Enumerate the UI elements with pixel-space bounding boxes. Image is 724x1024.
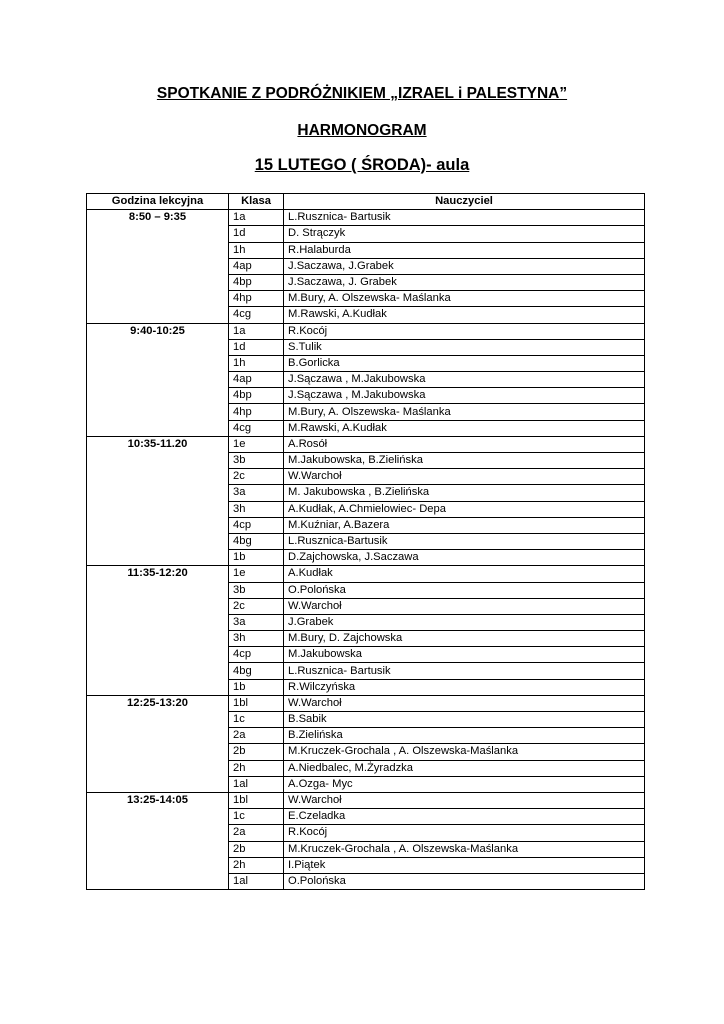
class-cell: 1e — [229, 436, 284, 452]
teacher-cell: M.Bury, A. Olszewska- Maślanka — [284, 404, 645, 420]
class-cell: 1al — [229, 776, 284, 792]
class-cell: 4bp — [229, 274, 284, 290]
teacher-cell: A.Ozga- Myc — [284, 776, 645, 792]
class-cell: 1bl — [229, 695, 284, 711]
class-cell: 1a — [229, 210, 284, 226]
teacher-cell: M.Rawski, A.Kudłak — [284, 307, 645, 323]
teacher-cell: D.Zajchowska, J.Saczawa — [284, 550, 645, 566]
table-row — [87, 792, 645, 808]
class-cell: 4cp — [229, 647, 284, 663]
class-cell: 2b — [229, 841, 284, 857]
teacher-cell: W.Warchoł — [284, 792, 645, 808]
class-cell: 1b — [229, 679, 284, 695]
class-cell: 4cg — [229, 307, 284, 323]
table-row — [87, 436, 645, 452]
teacher-cell: M.Kuźniar, A.Bazera — [284, 517, 645, 533]
class-cell: 4cp — [229, 517, 284, 533]
teacher-cell: R.Kocój — [284, 825, 645, 841]
teacher-cell: L.Rusznica-Bartusik — [284, 533, 645, 549]
class-cell: 1al — [229, 873, 284, 889]
class-cell: 2h — [229, 760, 284, 776]
teacher-cell: M.Jakubowska, B.Zielińska — [284, 453, 645, 469]
class-cell: 3a — [229, 614, 284, 630]
class-cell: 4hp — [229, 291, 284, 307]
table-row — [87, 566, 645, 582]
teacher-cell: J.Sączawa , M.Jakubowska — [284, 388, 645, 404]
teacher-cell: O.Polońska — [284, 582, 645, 598]
teacher-cell: R.Kocój — [284, 323, 645, 339]
teacher-cell: M.Rawski, A.Kudłak — [284, 420, 645, 436]
class-cell: 4hp — [229, 404, 284, 420]
teacher-cell: M.Bury, D. Zajchowska — [284, 631, 645, 647]
teacher-cell: L.Rusznica- Bartusik — [284, 210, 645, 226]
class-cell: 4cg — [229, 420, 284, 436]
class-cell: 1d — [229, 339, 284, 355]
teacher-cell: E.Czeladka — [284, 809, 645, 825]
class-cell: 1b — [229, 550, 284, 566]
teacher-cell: M. Jakubowska , B.Zielińska — [284, 485, 645, 501]
class-cell: 2a — [229, 825, 284, 841]
time-slot: 13:25-14:05 — [87, 792, 229, 889]
teacher-cell: D. Strączyk — [284, 226, 645, 242]
teacher-cell: L.Rusznica- Bartusik — [284, 663, 645, 679]
class-cell: 4bg — [229, 663, 284, 679]
time-slot: 8:50 – 9:35 — [87, 210, 229, 323]
class-cell: 4bp — [229, 388, 284, 404]
teacher-cell: A.Kudłak, A.Chmielowiec- Depa — [284, 501, 645, 517]
class-cell: 4ap — [229, 258, 284, 274]
document-subtitle: HARMONOGRAM — [297, 121, 427, 139]
class-cell: 2b — [229, 744, 284, 760]
time-slot: 9:40-10:25 — [87, 323, 229, 436]
schedule-table — [86, 193, 645, 890]
teacher-cell: B.Sabik — [284, 712, 645, 728]
teacher-cell: A.Kudłak — [284, 566, 645, 582]
class-cell: 1c — [229, 809, 284, 825]
teacher-cell: I.Piątek — [284, 857, 645, 873]
teacher-cell: J.Grabek — [284, 614, 645, 630]
time-slot: 11:35-12:20 — [87, 566, 229, 696]
class-cell: 3b — [229, 582, 284, 598]
class-cell: 3b — [229, 453, 284, 469]
class-cell: 1d — [229, 226, 284, 242]
class-cell: 1h — [229, 242, 284, 258]
class-cell: 1c — [229, 712, 284, 728]
teacher-cell: O.Polońska — [284, 873, 645, 889]
teacher-cell: W.Warchoł — [284, 598, 645, 614]
teacher-cell: J.Saczawa, J.Grabek — [284, 258, 645, 274]
class-cell: 1a — [229, 323, 284, 339]
class-cell: 1e — [229, 566, 284, 582]
event-date: 15 LUTEGO ( ŚRODA)- aula — [254, 156, 470, 174]
teacher-cell: B.Zielińska — [284, 728, 645, 744]
header-time: Godzina lekcyjna — [87, 194, 229, 210]
time-slot: 12:25-13:20 — [87, 695, 229, 792]
class-cell: 3a — [229, 485, 284, 501]
class-cell: 2h — [229, 857, 284, 873]
class-cell: 1bl — [229, 792, 284, 808]
time-slot: 10:35-11.20 — [87, 436, 229, 566]
teacher-cell: J.Saczawa, J. Grabek — [284, 274, 645, 290]
teacher-cell: R.Wilczyńska — [284, 679, 645, 695]
teacher-cell: W.Warchoł — [284, 695, 645, 711]
class-cell: 2a — [229, 728, 284, 744]
header-row — [87, 194, 645, 210]
class-cell: 2c — [229, 598, 284, 614]
document-header — [0, 86, 724, 174]
teacher-cell: B.Gorlicka — [284, 355, 645, 371]
class-cell: 4ap — [229, 372, 284, 388]
class-cell: 3h — [229, 501, 284, 517]
schedule-body — [87, 210, 645, 890]
teacher-cell: A.Rosół — [284, 436, 645, 452]
table-row — [87, 210, 645, 226]
teacher-cell: A.Niedbalec, M.Żyradzka — [284, 760, 645, 776]
table-row — [87, 323, 645, 339]
teacher-cell: M.Kruczek-Grochala , A. Olszewska-Maślanka — [284, 744, 645, 760]
teacher-cell: M.Jakubowska — [284, 647, 645, 663]
teacher-cell: M.Kruczek-Grochala , A. Olszewska-Maślanka — [284, 841, 645, 857]
table-row — [87, 695, 645, 711]
class-cell: 4bg — [229, 533, 284, 549]
teacher-cell: W.Warchoł — [284, 469, 645, 485]
teacher-cell: J.Sączawa , M.Jakubowska — [284, 372, 645, 388]
class-cell: 3h — [229, 631, 284, 647]
document-title: SPOTKANIE Z PODRÓŻNIKIEM „IZRAEL i PALESTYNA” — [156, 85, 568, 102]
header-class: Klasa — [229, 194, 284, 210]
class-cell: 1h — [229, 355, 284, 371]
teacher-cell: M.Bury, A. Olszewska- Maślanka — [284, 291, 645, 307]
header-teacher: Nauczyciel — [284, 194, 645, 210]
teacher-cell: R.Halaburda — [284, 242, 645, 258]
teacher-cell: S.Tulik — [284, 339, 645, 355]
class-cell: 2c — [229, 469, 284, 485]
